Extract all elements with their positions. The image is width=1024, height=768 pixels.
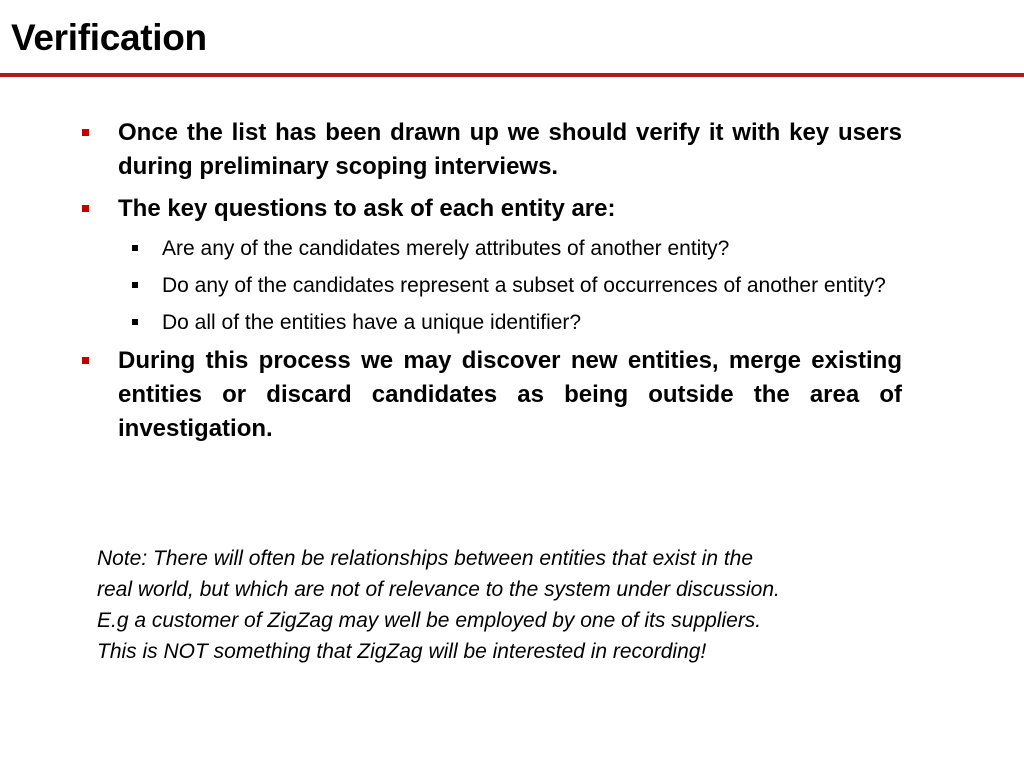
bullet-text: During this process we may discover new entities, merge existing entities or discard candidates as being outside the area of investigation. bbox=[118, 347, 902, 442]
bullet-text: Once the list has been drawn up we should verify it with key users during preliminary scoping interviews. bbox=[118, 119, 902, 180]
sub-bullet-item bbox=[118, 307, 902, 338]
sub-bullet-item bbox=[118, 233, 902, 264]
slide-title: Verification bbox=[11, 17, 207, 58]
sub-bullet-item bbox=[118, 270, 902, 301]
sub-bullet-text: Are any of the candidates merely attributes of another entity? bbox=[162, 237, 730, 260]
square-bullet-icon bbox=[82, 357, 89, 364]
sub-bullet-list bbox=[118, 233, 902, 338]
note-line: This is NOT something that ZigZag will be interested in recording! bbox=[97, 640, 707, 663]
bullet-item bbox=[76, 192, 902, 226]
note-line: real world, but which are not of relevance to the system under discussion. bbox=[97, 578, 780, 601]
square-bullet-icon bbox=[132, 245, 138, 251]
square-bullet-icon bbox=[82, 205, 89, 212]
bullet-item bbox=[76, 344, 902, 446]
bullet-item bbox=[76, 116, 902, 184]
bullet-text: The key questions to ask of each entity are: bbox=[118, 195, 616, 222]
square-bullet-icon bbox=[132, 282, 138, 288]
note-line: E.g a customer of ZigZag may well be employed by one of its suppliers. bbox=[97, 609, 762, 632]
title-divider bbox=[0, 73, 1024, 77]
bullet-list bbox=[76, 116, 902, 446]
sub-bullet-text: Do all of the entities have a unique identifier? bbox=[162, 311, 582, 334]
note-line: Note: There will often be relationships between entities that exist in the bbox=[97, 547, 754, 570]
note-box bbox=[97, 543, 947, 667]
sub-bullet-text: Do any of the candidates represent a subset of occurrences of another entity? bbox=[162, 274, 886, 297]
square-bullet-icon bbox=[82, 129, 89, 136]
square-bullet-icon bbox=[132, 319, 138, 325]
